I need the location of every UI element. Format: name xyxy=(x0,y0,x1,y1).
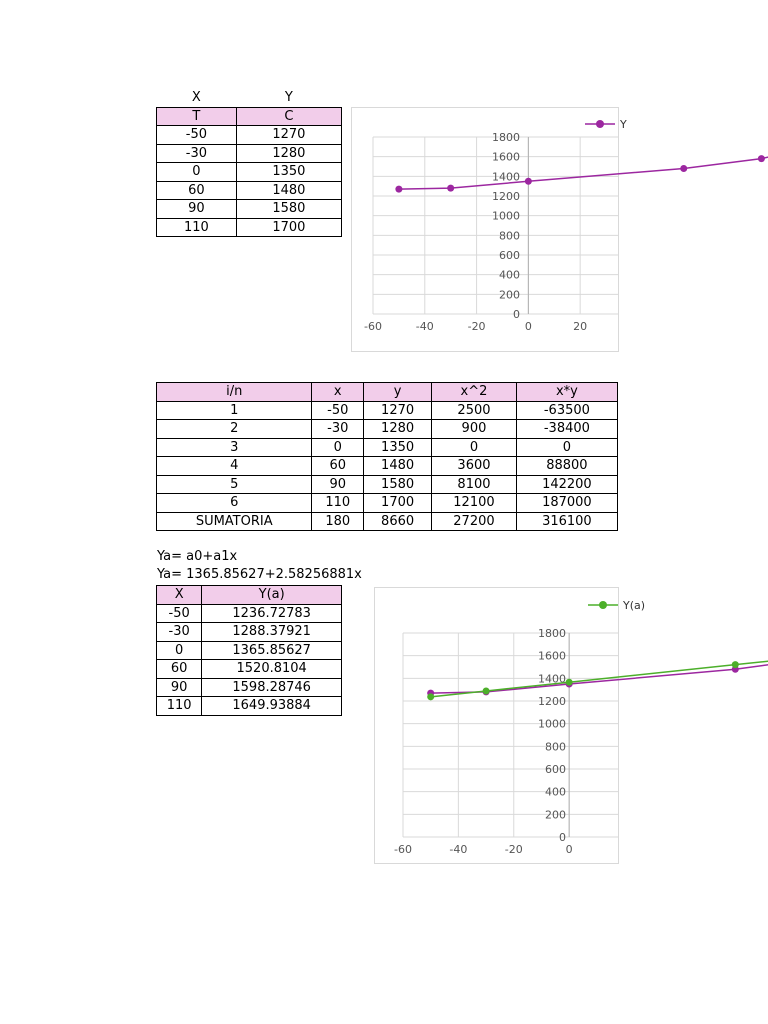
table-cell: 0 xyxy=(516,438,617,457)
table-cell: 5 xyxy=(157,475,312,494)
x-tick-label: 0 xyxy=(565,843,573,856)
table-row xyxy=(157,660,342,679)
table-cell: 1288.37921 xyxy=(202,623,342,642)
x-tick-label: -20 xyxy=(467,320,486,333)
data-point xyxy=(395,186,402,193)
table-cell: 1350 xyxy=(364,438,432,457)
y-tick-label: 400 xyxy=(499,268,520,282)
table-row xyxy=(157,457,618,476)
table-row xyxy=(157,420,618,439)
table-cell: 1350 xyxy=(236,163,341,182)
column-header: x*y xyxy=(516,383,617,402)
table-cell: 2500 xyxy=(432,401,517,420)
table-cell: 110 xyxy=(157,218,237,237)
table-cell: 8660 xyxy=(364,512,432,531)
y-tick-label: 1000 xyxy=(492,209,520,223)
table-row xyxy=(157,401,618,420)
table-cell: 88800 xyxy=(516,457,617,476)
table-cell: -63500 xyxy=(516,401,617,420)
table-row xyxy=(157,641,342,660)
table-row xyxy=(157,604,342,623)
chart-border xyxy=(375,588,619,864)
y-tick-label: 800 xyxy=(499,229,520,243)
data-point xyxy=(427,693,434,700)
column-header: x xyxy=(312,383,364,402)
column-header: y xyxy=(364,383,432,402)
legend-marker xyxy=(599,601,607,609)
y-tick-label: 1600 xyxy=(538,649,566,663)
table-row xyxy=(157,623,342,642)
data-point xyxy=(566,679,573,686)
table-cell: 187000 xyxy=(516,494,617,513)
table-cell: 1236.72783 xyxy=(202,604,342,623)
table-cell: -50 xyxy=(157,604,202,623)
column-header: x^2 xyxy=(432,383,517,402)
data-point xyxy=(732,661,739,668)
data-point xyxy=(447,185,454,192)
table-cell: -30 xyxy=(312,420,364,439)
table-cell: 60 xyxy=(157,181,237,200)
table-cell: -38400 xyxy=(516,420,617,439)
y-tick-label: 1400 xyxy=(492,170,520,184)
chart-2-svg xyxy=(374,587,646,864)
table-cell: -30 xyxy=(157,623,202,642)
x-tick-label: -60 xyxy=(394,843,412,856)
header-y: Y xyxy=(284,90,293,106)
y-tick-label: 600 xyxy=(499,249,520,262)
table-cell: 2 xyxy=(157,420,312,439)
table-cell: -50 xyxy=(157,126,237,145)
table-cell: 110 xyxy=(312,494,364,513)
table-cell: -50 xyxy=(312,401,364,420)
table-cell: 1480 xyxy=(364,457,432,476)
table-cell: 27200 xyxy=(432,512,517,531)
y-tick-label: 800 xyxy=(545,740,566,754)
table-row xyxy=(157,494,618,513)
chart-2 xyxy=(374,587,646,864)
y-tick-label: 0 xyxy=(513,308,520,321)
table-cell: 1649.93884 xyxy=(202,697,342,716)
table-cell: 180 xyxy=(312,512,364,531)
x-tick-label: -40 xyxy=(415,320,434,333)
table-row xyxy=(157,200,342,219)
table-cell: 3 xyxy=(157,438,312,457)
data-point xyxy=(525,178,532,185)
y-tick-label: 1800 xyxy=(492,131,520,144)
table-cell: 1700 xyxy=(236,218,341,237)
table-row xyxy=(157,438,618,457)
y-tick-label: 1200 xyxy=(538,695,566,708)
table-cell: 6 xyxy=(157,494,312,513)
y-tick-label: 1600 xyxy=(492,150,520,164)
y-tick-label: 200 xyxy=(545,808,566,822)
y-tick-label: 200 xyxy=(499,288,520,302)
chart-border xyxy=(352,108,619,352)
table-cell: 0 xyxy=(432,438,517,457)
column-header: Y(a) xyxy=(202,586,342,605)
table-row xyxy=(157,475,618,494)
table-cell: -30 xyxy=(157,144,237,163)
table-cell: 0 xyxy=(312,438,364,457)
table-cell: 1580 xyxy=(364,475,432,494)
sum-row xyxy=(157,512,618,531)
table-row xyxy=(157,181,342,200)
formula-general: Ya= a0+a1x xyxy=(157,549,238,564)
y-tick-label: 600 xyxy=(545,763,566,776)
y-tick-label: 1800 xyxy=(538,627,566,640)
table-row xyxy=(157,163,342,182)
fitted-table xyxy=(156,585,342,716)
header-t: T xyxy=(157,107,237,126)
x-tick-label: 20 xyxy=(573,320,588,333)
table-cell: 0 xyxy=(157,163,237,182)
table-cell: 90 xyxy=(157,200,237,219)
table-cell: 316100 xyxy=(516,512,617,531)
legend-marker xyxy=(596,120,604,128)
y-tick-label: 1400 xyxy=(538,672,566,686)
table-cell: 1280 xyxy=(364,420,432,439)
table-cell: 12100 xyxy=(432,494,517,513)
table-cell: SUMATORIA xyxy=(157,512,312,531)
y-tick-label: 1000 xyxy=(538,717,566,731)
table-cell: 60 xyxy=(157,660,202,679)
x-tick-label: -20 xyxy=(504,843,523,856)
sub-header-row xyxy=(157,107,342,126)
column-header: i/n xyxy=(157,383,312,402)
data-point xyxy=(680,165,687,172)
table-cell: 1520.8104 xyxy=(202,660,342,679)
y-tick-label: 400 xyxy=(545,785,566,799)
table-cell: 0 xyxy=(157,641,202,660)
table-cell: 1700 xyxy=(364,494,432,513)
table-cell: 1270 xyxy=(236,126,341,145)
formula-fitted: Ya= 1365.85627+2.58256881x xyxy=(157,567,362,582)
header-row xyxy=(157,586,342,605)
table-cell: 1280 xyxy=(236,144,341,163)
data-point xyxy=(483,687,490,694)
table-cell: 1480 xyxy=(236,181,341,200)
y-tick-label: 1200 xyxy=(492,190,520,203)
table-cell: 142200 xyxy=(516,475,617,494)
table-cell: 1598.28746 xyxy=(202,678,342,697)
table-cell: 8100 xyxy=(432,475,517,494)
data-point xyxy=(758,155,765,162)
table-cell: 900 xyxy=(432,420,517,439)
x-tick-label: -60 xyxy=(364,320,382,333)
header-row xyxy=(157,383,618,402)
top-header-row xyxy=(157,89,342,107)
table-cell: 3600 xyxy=(432,457,517,476)
table-cell: 1365.85627 xyxy=(202,641,342,660)
table-row xyxy=(157,126,342,145)
x-tick-label: -40 xyxy=(449,843,468,856)
table-cell: 1 xyxy=(157,401,312,420)
column-header: X xyxy=(157,586,202,605)
table-row xyxy=(157,218,342,237)
table-cell: 1580 xyxy=(236,200,341,219)
header-x: X xyxy=(191,90,201,106)
legend-label: Y xyxy=(620,118,627,131)
regression-table xyxy=(156,382,618,531)
x-tick-label: 0 xyxy=(524,320,532,333)
table-cell: 60 xyxy=(312,457,364,476)
table-cell: 110 xyxy=(157,697,202,716)
header-c: C xyxy=(236,107,341,126)
table-cell: 90 xyxy=(157,678,202,697)
table-row xyxy=(157,678,342,697)
chart-1-svg xyxy=(351,107,627,352)
legend-label: Y(a) xyxy=(623,599,646,612)
data-table-xy xyxy=(156,89,342,237)
table-cell: 90 xyxy=(312,475,364,494)
y-tick-label: 0 xyxy=(559,831,566,844)
table-row xyxy=(157,144,342,163)
table-cell: 4 xyxy=(157,457,312,476)
chart-1 xyxy=(351,107,627,352)
table-cell: 1270 xyxy=(364,401,432,420)
table-row xyxy=(157,697,342,716)
